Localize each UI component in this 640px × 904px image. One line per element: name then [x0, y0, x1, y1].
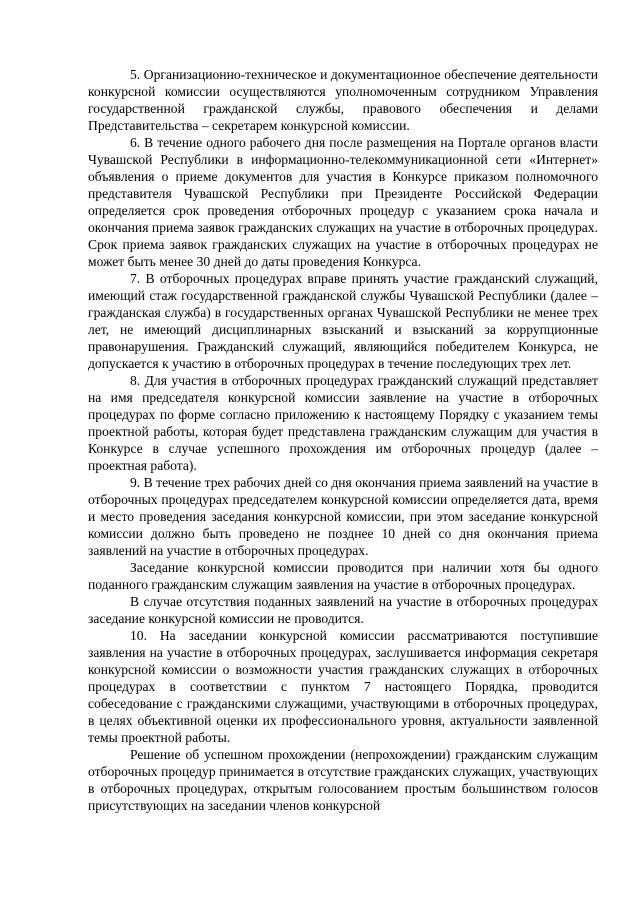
- paragraph-9-no-applications: В случае отсутствия поданных заявлений на участие в отборочных процедурах заседание конкурсной комиссии не проводится.: [88, 594, 598, 626]
- paragraph-9: 9. В течение трех рабочих дней со дня окончания приема заявлений на участие в отборочных процедурах председателем конкурсной комиссии определяется дата, время и место проведения заседания конкурсной комиссии, при этом заседание конкурсной комиссии должно быть проведено не позднее 10 дней со дня окончания приема заявлений на участие в отборочных процедурах.: [88, 475, 598, 558]
- paragraph-8: 8. Для участия в отборочных процедурах гражданский служащий представляет на имя председателя конкурсной комиссии заявление на участие в отборочных процедурах по форме согласно приложению к настоящему Порядку с указанием темы проектной работы, которая будет представлена гражданским служащим для участия в Конкурсе в случае успешного прохождения им отборочных процедур (далее – проектная работа).: [88, 373, 598, 473]
- document-body: [88, 66, 598, 814]
- paragraph-7: 7. В отборочных процедурах вправе принять участие гражданский служащий, имеющий стаж государственной гражданской службы Чувашской Республики (далее – гражданская служба) в государственных органах Чувашской Республики не менее трех лет, не имеющий дисциплинарных взысканий и взысканий за коррупционные правонарушения. Гражданский служащий, являющийся победителем Конкурса, не допускается к участию в отборочных процедурах в течение последующих трех лет.: [88, 271, 598, 371]
- paragraph-9-meeting: Заседание конкурсной комиссии проводится при наличии хотя бы одного поданного гражданским служащим заявления на участие в отборочных процедурах.: [88, 560, 598, 592]
- paragraph-6: 6. В течение одного рабочего дня после размещения на Портале органов власти Чувашской Республики в информационно-телекоммуникационной сети «Интернет» объявления о приеме документов для участия в Конкурсе приказом полномочного представителя Чувашской Республики при Президенте Российской Федерации определяется срок проведения отборочных процедур с указанием срока начала и окончания приема заявок гражданских служащих на участие в отборочных процедурах. Срок приема заявок гражданских служащих на участие в отборочных процедурах не может быть менее 30 дней до даты проведения Конкурса.: [88, 135, 598, 269]
- paragraph-10-decision: Решение об успешном прохождении (непрохождении) гражданским служащим отборочных процедур принимается в отсутствие гражданских служащих, участвующих в отборочных процедурах, открытым голосованием простым большинством голосов присутствующих на заседании членов конкурсной: [88, 747, 598, 813]
- paragraph-5: 5. Организационно-техническое и документационное обеспечение деятельности конкурсной комиссии осуществляются уполномоченным сотрудником Управления государственной гражданской службы, правового обеспечения и делами Представительства – секретарем конкурсной комиссии.: [88, 67, 598, 133]
- paragraph-10: 10. На заседании конкурсной комиссии рассматриваются поступившие заявления на участие в отборочных процедурах, заслушивается информация секретаря конкурсной комиссии о возможности участия гражданских служащих в отборочных процедурах в соответствии с пунктом 7 настоящего Порядка, проводится собеседование с гражданскими служащими, участвующими в отборочных процедурах, в целях объективной оценки их профессионального уровня, актуальности заявленной темы проектной работы.: [88, 628, 598, 745]
